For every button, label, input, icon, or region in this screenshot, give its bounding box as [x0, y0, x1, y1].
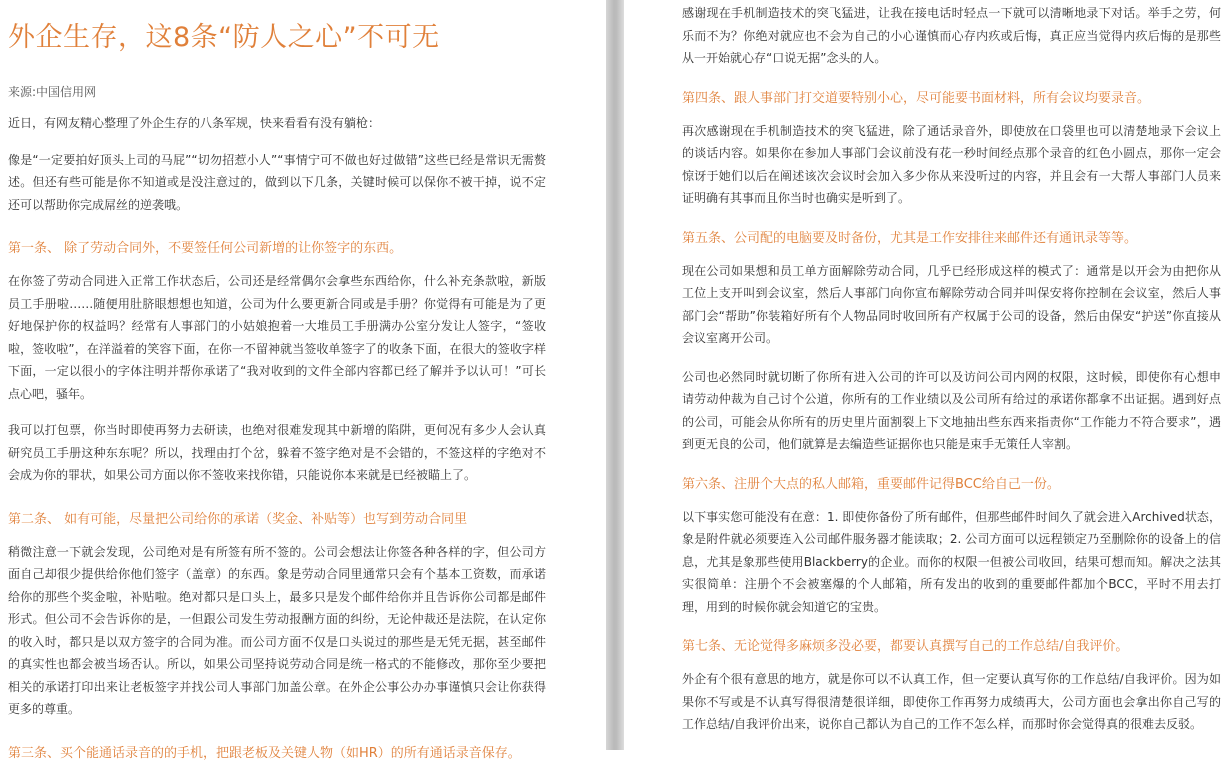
- left-page: [0, 0, 606, 761]
- paragraph: 像是“一定要拍好顶头上司的马屁”“切勿招惹小人”“事情宁可不做也好过做错”这些已经是常识无需赘述。但还有些可能是你不知道或是没注意过的，做到以下几条，关键时候可以保你不被干掉，说不定还可以帮助你完成屌丝的逆袭哦。: [8, 152, 546, 212]
- paragraph: 近日，有网友精心整理了外企生存的八条军规，快来看看有没有躺枪：: [8, 116, 381, 130]
- article-title: 外企生存，这8条“防人之心”不可无: [8, 22, 440, 53]
- section-heading: 第三条、买个能通话录音的的手机，把跟老板及关键人物（如HR）的所有通话录音保存。: [8, 745, 521, 761]
- section-heading: 第七条、无论觉得多麻烦多没必要，都要认真撰写自己的工作总结/自我评价。: [682, 639, 1129, 654]
- paragraph: 感谢现在手机制造技术的突飞猛进，让我在接电话时轻点一下就可以清晰地录下对话。举手之劳，何乐而不为？你绝对就应也不会为自己的小心谨慎而心存内疚或后悔，真正应当觉得内疚后悔的是那些从一开始就心存“口说无据”念头的人。: [682, 6, 1221, 65]
- section-heading: 第四条、跟人事部门打交道要特别小心，尽可能要书面材料，所有会议均要录音。: [682, 90, 1151, 106]
- section-heading: 第五条、公司配的电脑要及时备份，尤其是工作安排往来邮件还有通讯录等等。: [682, 230, 1138, 246]
- paragraph: 在你签了劳动合同进入正常工作状态后，公司还是经常偶尔会拿些东西给你，什么补充条款啦，新版员工手册啦……随便用肚脐眼想想也知道，公司为什么要更新合同或是手册？你觉得有可能是为了更好地保护你的权益吗？经常有人事部门的小姑娘抱着一大堆员工手册满办公室分发让人签字，“签收啦，签收啦”，在洋溢着的笑容下面，在你一不留神就当签收单签字了的收条下面，在很大的签收字样下面，一定以很小的字体注明并帮你承诺了“我对收到的文件全部内容都已经了解并予以认可！”可长点心吧，骚年。: [8, 274, 546, 401]
- paragraph: 公司也必然同时就切断了你所有进入公司的许可以及访问公司内网的权限，这时候，即使你有心想申请劳动仲裁为自己讨个公道，你所有的工作业绩以及公司所有给过的承诺你都拿不出证据。遇到好点的公司，可能会从你所有的历史里片面割裂上下文地抽出些东西来指责你“工作能力不符合要求”，遇到更无良的公司，他们就算是去编造些证据你也只能是束手无策任人宰割。: [682, 369, 1222, 451]
- section-heading: 第二条、 如有可能，尽量把公司给你的承诺（奖金、补贴等）也写到劳动合同里: [8, 511, 468, 527]
- section-heading: 第六条、注册个大点的私人邮箱，重要邮件记得BCC给自己一份。: [682, 476, 1060, 492]
- section-heading: 第一条、 除了劳动合同外，不要签任何公司新增的让你签字的东西。: [8, 241, 403, 256]
- paragraph: 再次感谢现在手机制造技术的突飞猛进，除了通话录音外，即使放在口袋里也可以清楚地录下会议上的谈话内容。如果你在参加人事部门会议前没有花一秒时间经点那个录音的红色小圆点，那你一定会惊讶于她们以后在阐述该次会议时会加入多少你从来没听过的内容，并且会有一大帮人事部门人员来证明确有其事而且你当时也确实是听到了。: [682, 123, 1221, 205]
- paragraph: 稍微注意一下就会发现，公司绝对是有所签有所不签的。公司会想法让你签各种各样的字，但公司方面自己却很少提供给你他们签字（盖章）的东西。象是劳动合同里通常只会有个基本工资数，而承诺给你的那些个奖金啦，补贴啦。绝对都只是口头上，最多只是发个邮件给你并且告诉你公司都是邮件形式。但公司不会告诉你的是，一但跟公司发生劳动报酬方面的纠纷，无论仲裁还是法院，在认定你的收入时，都只是以双方签字的合同为准。而公司方面不仅是口头说过的那些是无凭无据，甚至邮件的真实性也都会被当场否认。所以，如果公司坚持说劳动合同是统一格式的不能修改，那你至少要把相关的承诺打印出来让老板签字并找公司人事部门加盖公章。在外企公事公办办事谨慎只会让你获得更多的尊重。: [8, 544, 546, 716]
- paragraph: 现在公司如果想和员工单方面解除劳动合同，几乎已经形成这样的模式了：通常是以开会为由把你从工位上支开叫到会议室，然后人事部门向你宣布解除劳动合同并叫保安将你控制在会议室，然后人事部门会“帮助”你装箱好所有个人物品同时收回所有产权属于公司的设备，然后由保安“护送”你直接从会议室离开公司。: [682, 263, 1221, 345]
- page-gutter: [606, 0, 624, 750]
- paragraph: 外企有个很有意思的地方，就是你可以不认真工作，但一定要认真写你的工作总结/自我评价。因为如果你不写或是不认真写得很清楚很详细，即使你工作再努力成绩再大，公司方面也会拿出你自己写的工作总结/自我评价出来，说你自己都认为自己的工作不怎么样，而那时你会觉得真的很难去反驳。: [682, 672, 1221, 731]
- article-source: 来源:中国信用网: [8, 85, 97, 99]
- paragraph: 以下事实您可能没有在意：1. 即使你备份了所有邮件，但那些邮件时间久了就会进入Archived状态，象是附件就必须要连入公司邮件服务器才能读取；2. 公司方面可以远程锁定乃至删除你的设备上的信息，尤其是象那些使用Blackberry的企业。而你的权限一但被公司收回，结果可想而知。解决之法其实很简单：注册个不会被塞爆的个人邮箱，所有发出的收到的重要邮件都加个BCC，平时不用去打理，用到的时候你就会知道它的宝贵。: [682, 509, 1221, 614]
- paragraph: 我可以打包票，你当时即使再努力去研读，也绝对很难发现其中新增的陷阱，更何况有多少人会认真研究员工手册这种东东呢？所以，找理由打个岔，躲着不签字绝对是不会错的，不签这样的字绝对不会成为你的罪状，如果公司方面以你不签收来找你错，只能说你本来就是已经被瞄上了。: [8, 423, 546, 482]
- right-page: [624, 0, 1229, 750]
